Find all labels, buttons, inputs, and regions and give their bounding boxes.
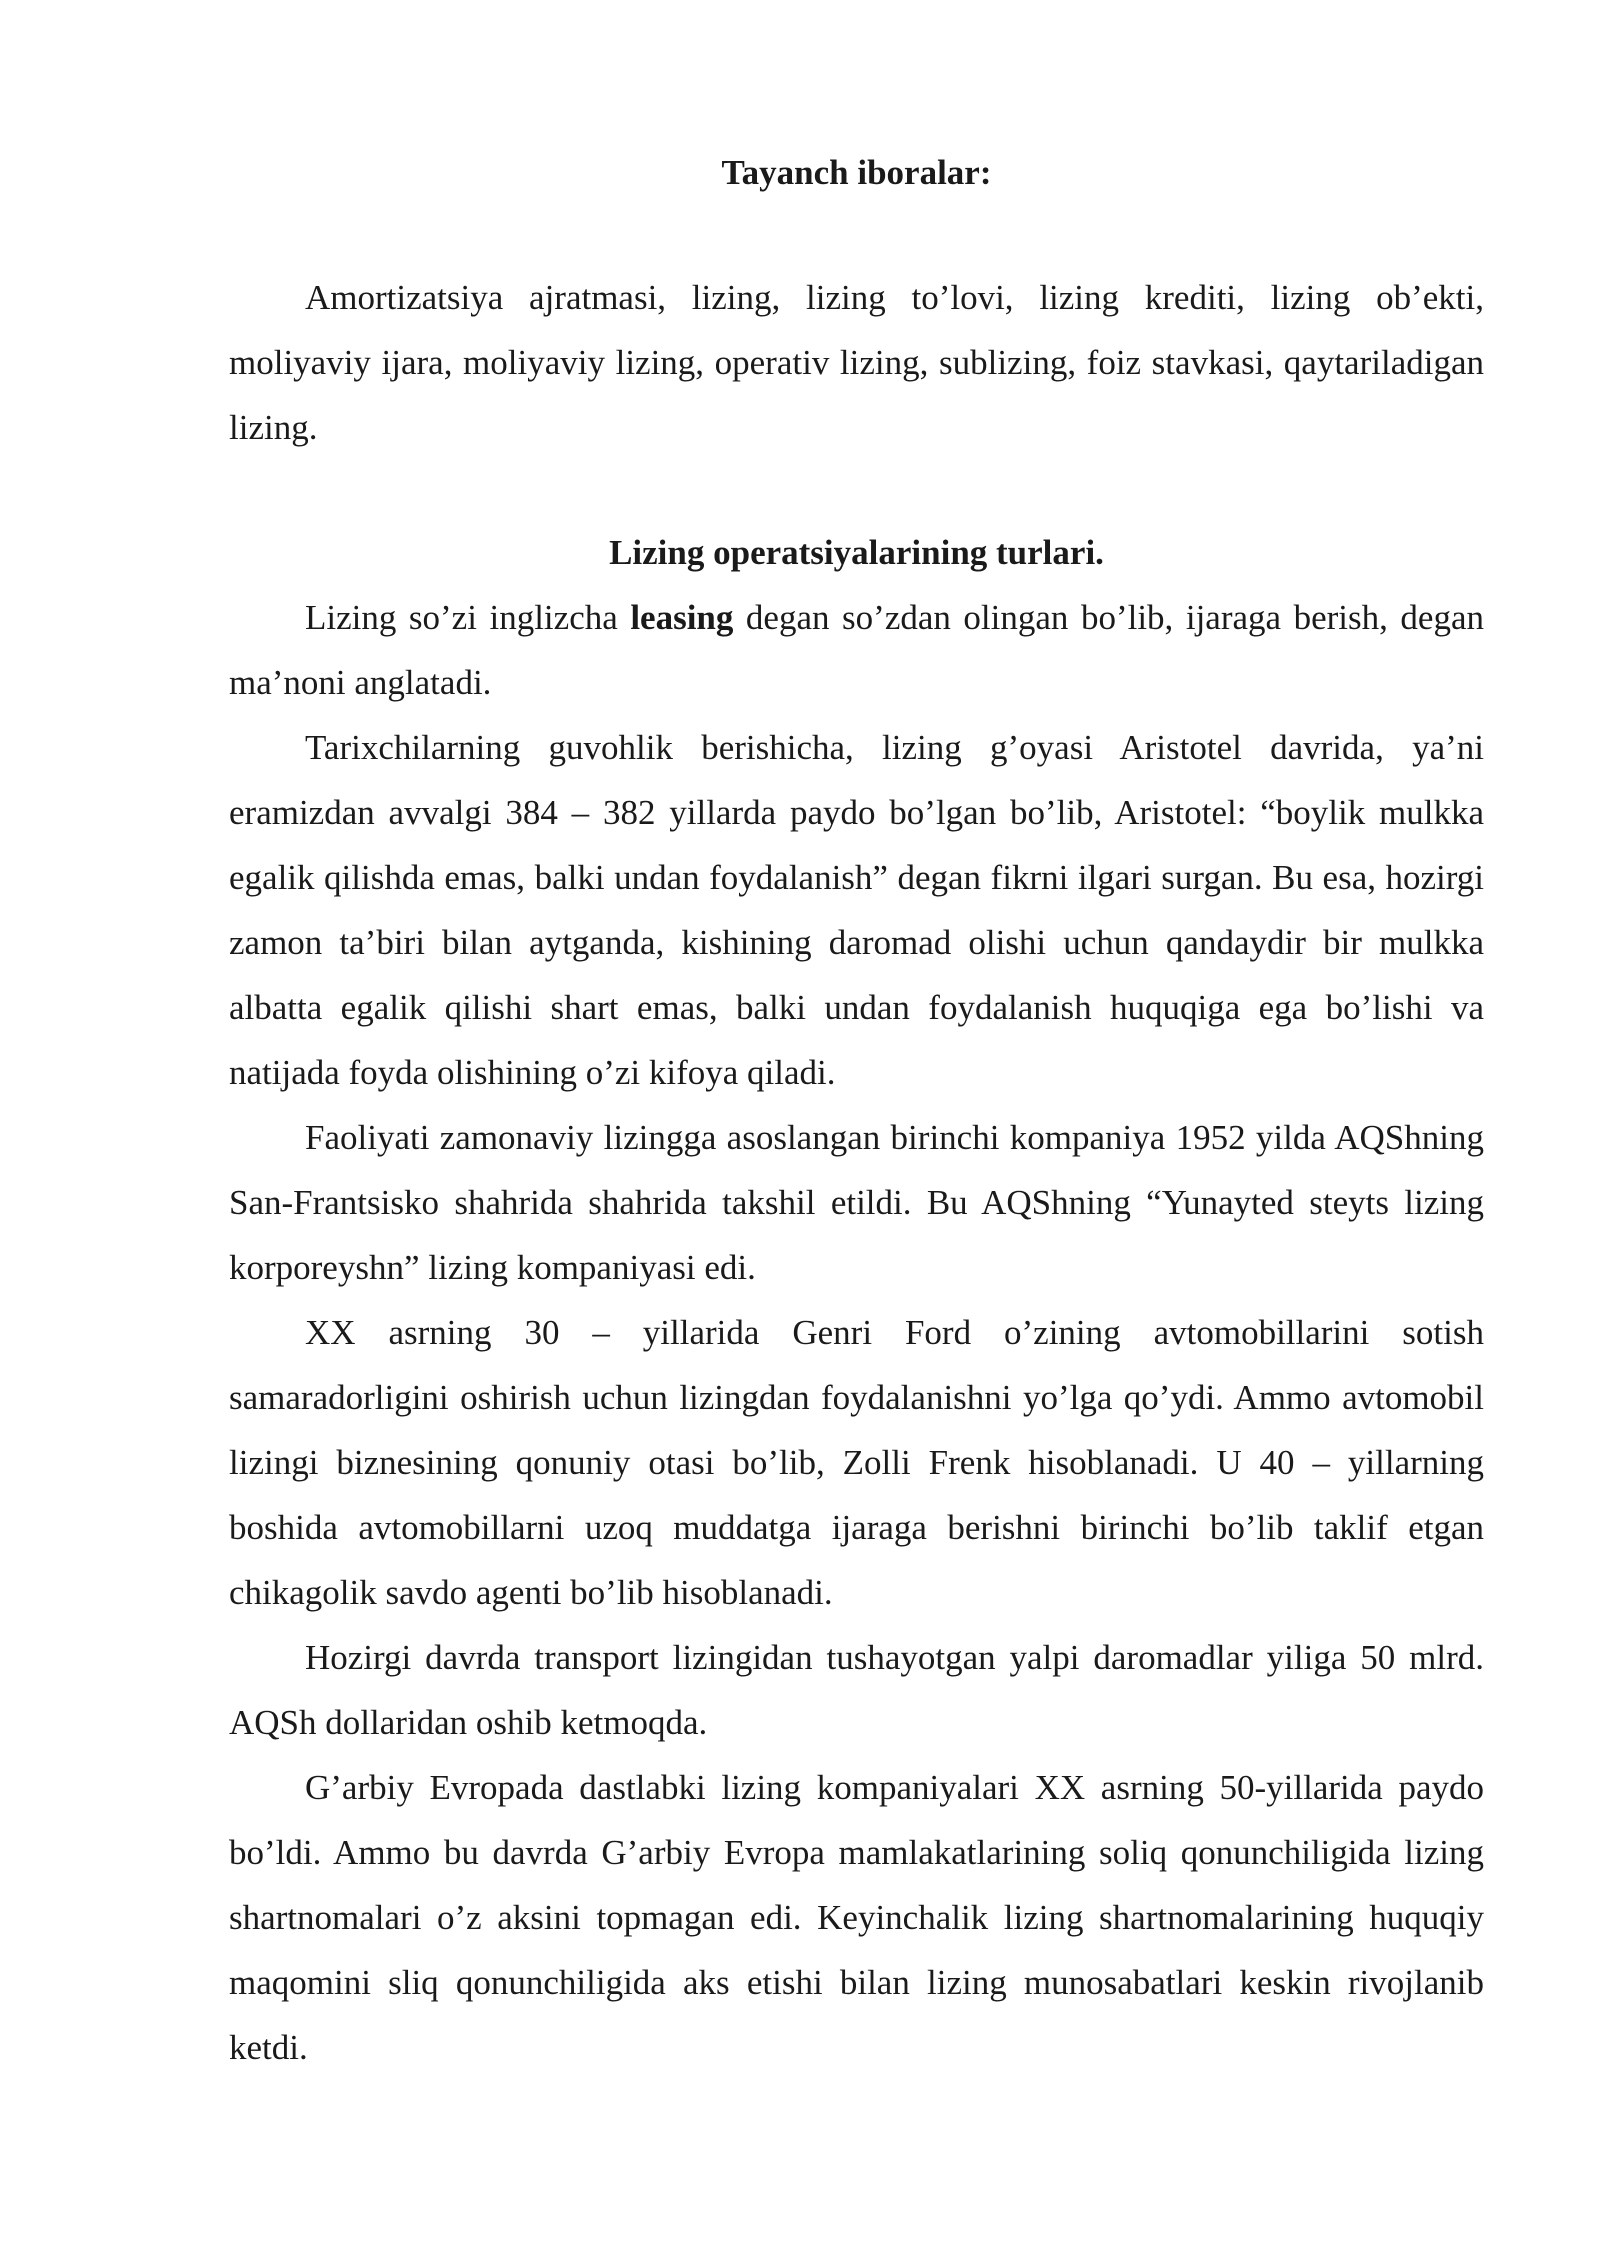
spacer xyxy=(229,460,1484,520)
paragraph-first-company: Faoliyati zamonaviy lizingga asoslangan birinchi kompaniya 1952 yilda AQShning San-Frantsisko shahrida shahrida takshil etildi. Bu AQShning “Yunayted steyts lizing korporeyshn” lizing kompaniyasi edi. xyxy=(229,1118,1484,1287)
bold-term: leasing xyxy=(630,598,734,637)
paragraph-leasing-definition xyxy=(229,585,1484,715)
heading-leasing-types: Lizing operatsiyalarining turlari. xyxy=(609,533,1104,572)
spacer xyxy=(229,205,1484,265)
text-run: degan so’zdan olingan bo’lib, ijaraga berish, degan ma’noni anglatadi. xyxy=(229,598,1484,702)
paragraph-transport-leasing: Hozirgi davrda transport lizingidan tushayotgan yalpi daromadlar yiliga 50 mlrd. AQSh dollaridan oshib ketmoqda. xyxy=(229,1638,1484,1742)
text-run: Lizing so’zi inglizcha xyxy=(305,598,631,637)
paragraph-ford: XX asrning 30 – yillarida Genri Ford o’zining avtomobillarini sotish samaradorligini oshirish uchun lizingdan foydalanishni yo’lga qo’ydi. Ammo avtomobil lizingi biznesining qonuniy otasi bo’lib, Zolli Frenk hisoblanadi. U 40 – yillarning boshida avtomobillarni uzoq muddatga ijaraga berishni birinchi bo’lib taklif etgan chikagolik savdo agenti bo’lib hisoblanadi. xyxy=(229,1313,1484,1612)
document-page xyxy=(229,140,1484,2080)
keywords-paragraph: Amortizatsiya ajratmasi, lizing, lizing to’lovi, lizing krediti, lizing ob’ekti, moliyaviy ijara, moliyaviy lizing, operativ lizing, sublizing, foiz stavkasi, qaytariladigan lizing. xyxy=(229,278,1484,447)
paragraph-western-europe: G’arbiy Evropada dastlabki lizing kompaniyalari XX asrning 50-yillarida paydo bo’ldi. Ammo bu davrda G’arbiy Evropa mamlakatlarining soliq qonunchiligida lizing shartnomalari o’z aksini topmagan edi. Keyinchalik lizing shartnomalarining huquqiy maqomini sliq qonunchiligida aks etishi bilan lizing munosabatlari keskin rivojlanib ketdi. xyxy=(229,1768,1484,2067)
paragraph-history: Tarixchilarning guvohlik berishicha, lizing g’oyasi Aristotel davrida, ya’ni eramizdan avvalgi 384 – 382 yillarda paydo bo’lgan bo’lib, Aristotel: “boylik mulkka egalik qilishda emas, balki undan foydalanish” degan fikrni ilgari surgan. Bu esa, hozirgi zamon ta’biri bilan aytganda, kishining daromad olishi uchun qandaydir bir mulkka albatta egalik qilishi shart emas, balki undan foydalanish huquqiga ega bo’lishi va natijada foyda olishining o’zi kifoya qiladi. xyxy=(229,728,1484,1092)
heading-key-phrases: Tayanch iboralar: xyxy=(721,153,992,192)
